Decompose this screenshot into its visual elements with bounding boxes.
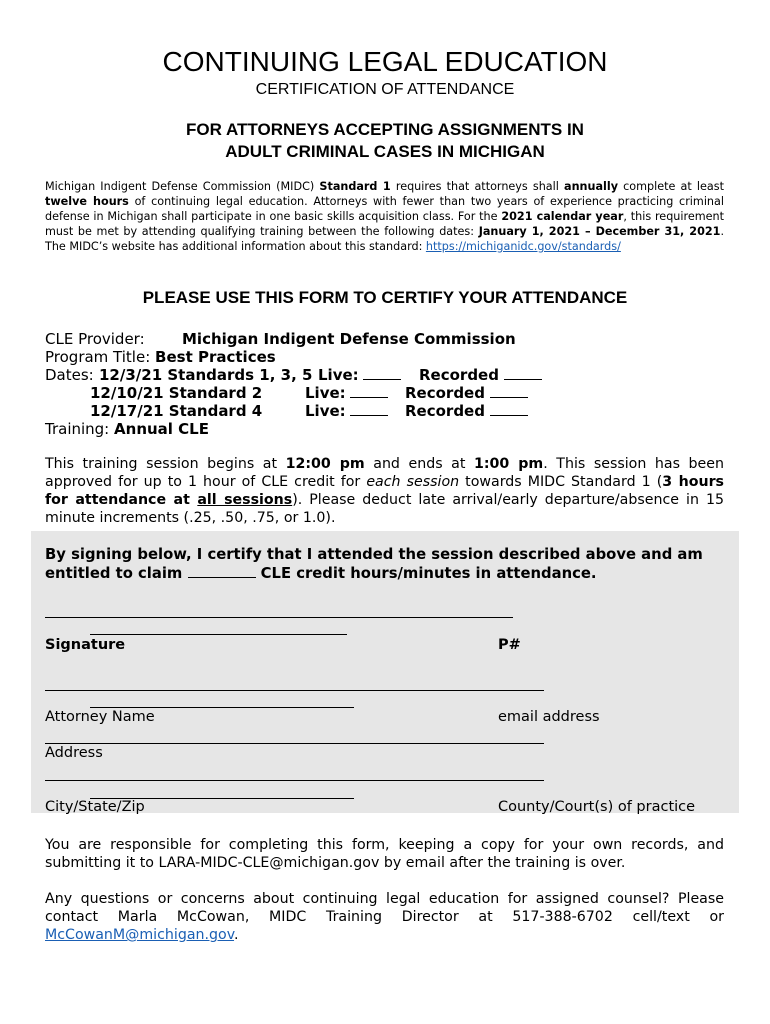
session-1-recorded: Recorded	[419, 366, 542, 384]
dates-label: Dates:	[45, 366, 94, 384]
address-label: Address	[45, 745, 103, 761]
attorney-name-line[interactable]	[45, 690, 544, 691]
provider-value: Michigan Indigent Defense Commission	[182, 330, 516, 348]
signature-line[interactable]	[45, 617, 513, 618]
session-1-live-blank[interactable]	[363, 367, 401, 380]
intro-paragraph: Michigan Indigent Defense Commission (MIDC) Standard 1 requires that attorneys shall annually complete at least twelve hours of continuing legal education. Attorneys with fewer than two years of experience practicing criminal defense in Michigan shall participate in one basic skills acquisition class. For the 2021 calendar year, this requirement must be met by attending qualifying training between the following dates: January 1, 2021 – December 31, 2021. The MIDC’s website has additional information about this standard: https://michiganidc.gov/standards/	[45, 180, 724, 253]
certify-line-1: By signing below, I certify that I attended the session described above and am	[45, 546, 703, 563]
session-3-recorded: Recorded	[405, 402, 528, 420]
city-line[interactable]	[45, 780, 544, 781]
provider-row: CLE Provider:	[45, 330, 145, 348]
email-link[interactable]: McCowanM@michigan.gov	[45, 927, 235, 943]
session-1-recorded-blank[interactable]	[504, 367, 542, 380]
session-2-live: Live:	[305, 384, 388, 402]
session-2-recorded-blank[interactable]	[490, 385, 528, 398]
session-2-recorded: Recorded	[405, 384, 528, 402]
responsibility-paragraph: You are responsible for completing this form, keeping a copy for your own records, and submitting it to LARA-MIDC-CLE@michigan.gov by email after the training is over.	[45, 837, 724, 871]
session-1-date: 12/3/21 Standards 1, 3, 5	[99, 366, 313, 384]
session-3-live: Live:	[305, 402, 388, 420]
session-info-paragraph: This training session begins at 12:00 pm and ends at 1:00 pm. This session has been approved for up to 1 hour of CLE credit for each session towards MIDC Standard 1 (3 hours for attendance at all sessions). Please deduct late arrival/early departure/absence in 15 minute increments (.25, .50, .75, or 1.0).	[45, 456, 725, 526]
session-1-live: Live:	[318, 366, 401, 384]
training-row: Training: Annual CLE	[45, 420, 209, 438]
form-heading: PLEASE USE THIS FORM TO CERTIFY YOUR ATTENDANCE	[142, 288, 628, 307]
session-3-recorded-blank[interactable]	[490, 403, 528, 416]
session-3-live-blank[interactable]	[350, 403, 388, 416]
attorney-name-label: Attorney Name	[45, 709, 155, 725]
session-2-live-blank[interactable]	[350, 385, 388, 398]
heading-line-1: FOR ATTORNEYS ACCEPTING ASSIGNMENTS IN	[186, 120, 584, 139]
credit-hours-blank[interactable]	[188, 565, 256, 578]
email-label: email address	[498, 709, 600, 725]
session-3-date: 12/17/21 Standard 4	[90, 402, 263, 420]
standards-link[interactable]: https://michiganidc.gov/standards/	[425, 240, 621, 253]
address-line[interactable]	[45, 743, 544, 744]
p-number-label: P#	[498, 637, 521, 653]
county-label: County/Court(s) of practice	[498, 799, 696, 815]
page-title: CONTINUING LEGAL EDUCATION	[162, 46, 608, 77]
session-2-date: 12/10/21 Standard 2	[90, 384, 263, 402]
page-subtitle: CERTIFICATION OF ATTENDANCE	[255, 81, 515, 98]
city-label: City/State/Zip	[45, 799, 145, 815]
certify-line-2: entitled to claim CLE credit hours/minutes in attendance.	[45, 565, 597, 582]
program-row: Program Title: Best Practices	[45, 348, 276, 366]
contact-paragraph: Any questions or concerns about continuing legal education for assigned counsel? Please contact Marla McCowan, MIDC Training Director at 517-388-6702 cell/text or McCowanM@michigan.gov.	[45, 891, 724, 943]
signature-label: Signature	[45, 637, 126, 653]
attorney-name-underline	[90, 707, 354, 708]
signature-underline	[90, 634, 347, 635]
heading-line-2: ADULT CRIMINAL CASES IN MICHIGAN	[225, 142, 545, 161]
